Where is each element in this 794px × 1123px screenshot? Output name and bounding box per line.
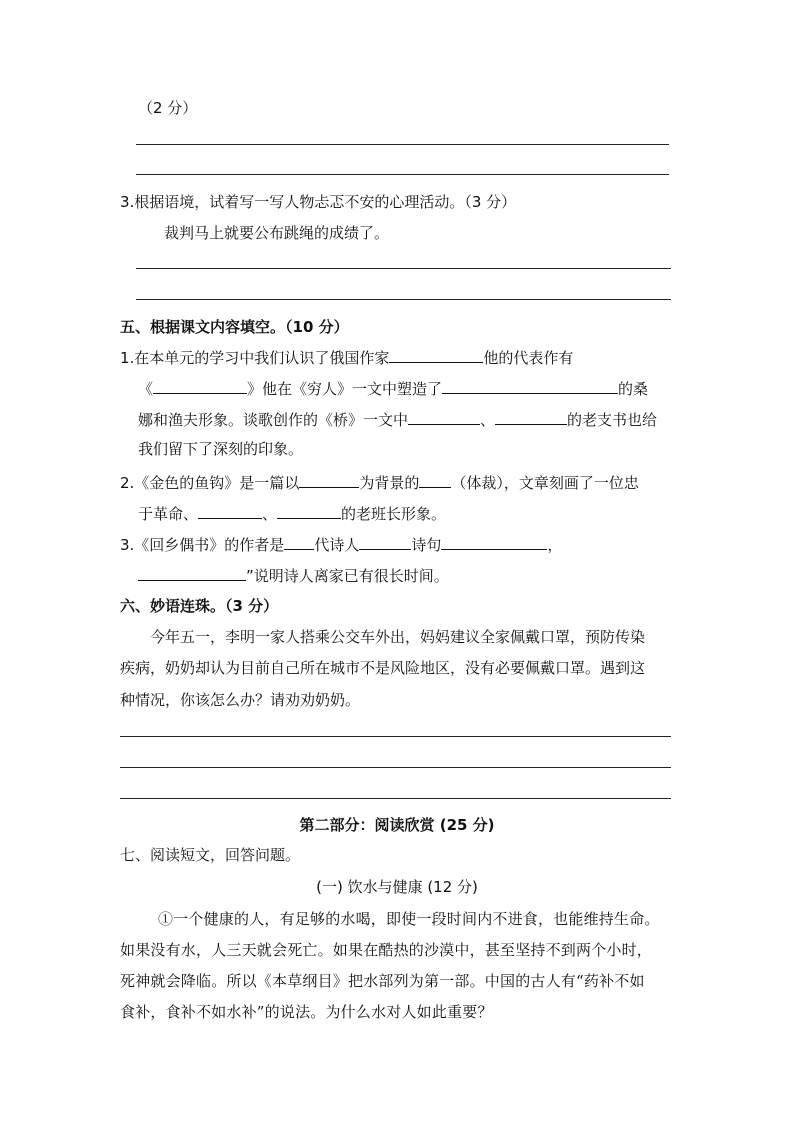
- text: ”说明诗人离家已有很长时间。: [246, 567, 449, 585]
- score-note: （2 分）: [138, 99, 198, 117]
- paragraph-line: 种情况，你该怎么办？请劝劝奶奶。: [120, 691, 361, 709]
- paragraph-line: 疾病，奶奶却认为目前自己所在城市不是风险地区，没有必要佩戴口罩。遇到这: [120, 659, 646, 677]
- answer-line[interactable]: [120, 798, 671, 799]
- blank[interactable]: [495, 408, 567, 425]
- answer-line[interactable]: [120, 767, 671, 768]
- article-line: ①一个健康的人，有足够的水喝，即使一段时间内不进食，也能维持生命。: [158, 910, 660, 928]
- blank[interactable]: [153, 377, 247, 394]
- blank[interactable]: [441, 533, 547, 550]
- fill-line-2: [138, 377, 648, 399]
- article-line: 死神就会降临。所以《本草纲目》把水部列为第一部。中国的古人有“药补不如: [120, 972, 645, 990]
- answer-line[interactable]: [136, 299, 671, 300]
- blank[interactable]: [442, 377, 618, 394]
- text: 于革命、: [138, 505, 199, 523]
- paragraph-line: 今年五一，李明一家人搭乘公交车外出，妈妈建议全家佩戴口罩，预防传染: [150, 628, 646, 646]
- blank[interactable]: [138, 564, 246, 581]
- fill-line-3: [138, 408, 657, 430]
- text: 3.《回乡偶书》的作者是: [120, 536, 285, 554]
- text: 为背景的: [359, 474, 420, 492]
- question-context: 裁判马上就要公布跳绳的成绩了。: [164, 224, 390, 242]
- text: ，: [547, 536, 563, 554]
- blank[interactable]: [359, 533, 411, 550]
- section-heading: 五、根据课文内容填空。（10 分）: [120, 318, 349, 336]
- answer-line[interactable]: [120, 736, 671, 737]
- text: 2.《金色的鱼钩》是一篇以: [120, 474, 300, 492]
- text: 《: [138, 380, 154, 398]
- fill-line-6: [138, 502, 446, 524]
- part-title: 第二部分：阅读欣赏 (25 分): [299, 816, 495, 834]
- text: 》他在《穷人》一文中塑造了: [247, 380, 443, 398]
- text: 、: [262, 505, 278, 523]
- blank[interactable]: [419, 471, 451, 488]
- answer-line[interactable]: [136, 144, 669, 145]
- fill-line-7: [120, 533, 562, 555]
- blank[interactable]: [284, 533, 314, 550]
- text: 的桑: [618, 380, 649, 398]
- fill-line-1: [120, 346, 573, 368]
- blank[interactable]: [299, 471, 359, 488]
- answer-line[interactable]: [136, 174, 669, 175]
- article-title: (一) 饮水与健康 (12 分): [316, 878, 478, 896]
- blank[interactable]: [408, 408, 480, 425]
- text: 他的代表作有: [483, 349, 574, 367]
- section-heading: 七、阅读短文，回答问题。: [120, 846, 301, 864]
- text: 的老班长形象。: [341, 505, 447, 523]
- text: 1.在本单元的学习中我们认识了俄国作家: [120, 349, 390, 367]
- article-line: 食补，食补不如水补”的说法。为什么水对人如此重要？: [120, 1003, 493, 1021]
- blank[interactable]: [389, 346, 483, 363]
- text: 娜和渔夫形象。谈歌创作的《桥》一文中: [138, 411, 409, 429]
- blank[interactable]: [277, 502, 341, 519]
- section-heading: 六、妙语连珠。（3 分）: [120, 597, 279, 615]
- text: 的老支书也给: [567, 411, 658, 429]
- fill-line-4: 我们留下了深刻的印象。: [138, 440, 304, 458]
- text: （体裁），文章刻画了一位忠: [451, 474, 639, 492]
- text: 代诗人: [314, 536, 360, 554]
- fill-line-5: [120, 471, 639, 493]
- question-item: 3.根据语境，试着写一写人物忐忑不安的心理活动。（3 分）: [120, 193, 517, 211]
- text: 诗句: [411, 536, 442, 554]
- blank[interactable]: [198, 502, 262, 519]
- answer-line[interactable]: [136, 268, 671, 269]
- article-line: 如果没有水，人三天就会死亡。如果在酷热的沙漠中，甚至坚持不到两个小时，: [120, 941, 653, 959]
- text: 、: [480, 411, 496, 429]
- fill-line-8: [138, 564, 449, 586]
